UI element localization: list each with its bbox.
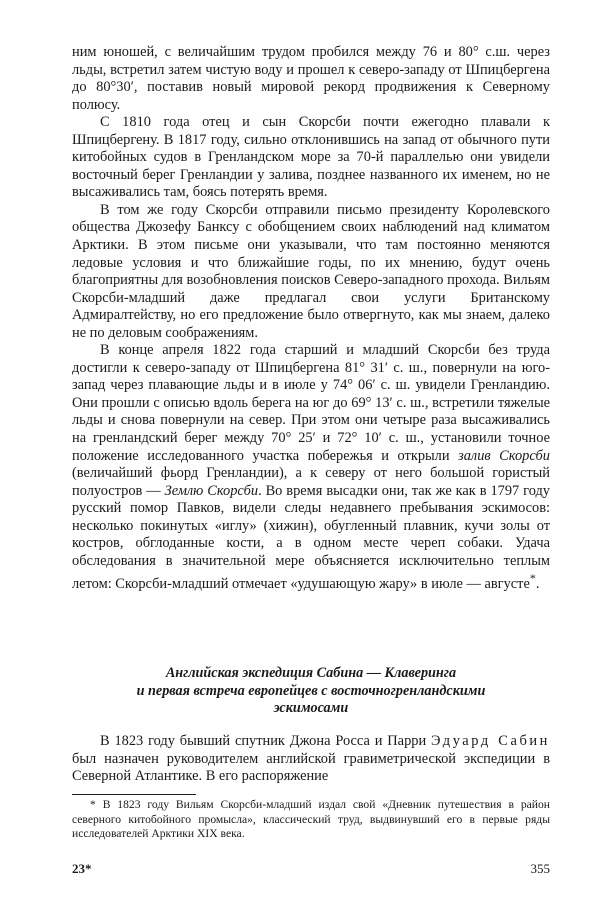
paragraph-5: [72, 733, 550, 786]
section-heading: [72, 665, 550, 718]
paragraph-4: [72, 342, 550, 593]
paragraph-2: С 1810 года отец и сын Скорсби почти ежегодно плавали к Шпицбергену. В 1817 году, сильно отклонившись на запад от обычного пути китобойных судов в Гренландском море за 70-й параллелью они увидели восточный берег Гренландии у залива, позднее названного их именем, но не высаживались там, боясь потерять время.: [72, 114, 550, 201]
scoresby-sound-term: залив Скорсби: [458, 447, 550, 464]
page-number: 355: [530, 861, 550, 876]
signature-mark: 23*: [72, 861, 92, 876]
paragraph-5-part-a: В 1823 году бывший спутник Джона Росса и Парри: [100, 733, 432, 749]
paragraph-4-part-b: (величайший фьорд Гренландии), а к северу от него большой гористый полуостров —: [72, 465, 550, 499]
footnote: [72, 798, 550, 842]
section-text: [72, 733, 550, 786]
paragraph-3: В том же году Скорсби отправили письмо президенту Королевского общества Джозефу Банксу с обобщением своих наблюдений над климатом Арктики. В этом письме они указывали, что там постоянно меняются ледовые условия и что ближайшие годы, по их мнению, будут очень благоприятны для возобновления поисков Северо-западного прохода. Вильям Скорсби-младший даже предлагал свои услуги Британскому Адмиралтейству, но его предложение было отвергнуто, как мы знаем, далеко не по деловым соображениям.: [72, 201, 550, 341]
paragraph-4-part-c: . Во время высадки они, так же как в 1797 году русский помор Павков, видели следы недавнего пребывания эскимосов: несколько покинутых «иглу» (хижин), обугленный плавник, кучи золы от костров, обглоданные кости, а в одном месте череп собаки. Удача обследования в значительной мере объясняется исключительно теплым летом: Скорсби-младший отмечает «удушающую жару» в июле — августе: [72, 482, 550, 593]
paragraph-4-part-a: В конце апреля 1822 года старший и младший Скорсби без труда достигли к северо-западу от Шпицбергена 81° 31′ с. ш., повернули на юго-запад через плавающие льды и в июле у 74° 06′ с. ш. увидели Гренландию. Они прошли с описью вдоль берега на юг до 69° 13′ с. ш., встретили тяжелые льды и снова повернули на север. При этом они четыре раза высаживались на гренландский берег между 70° 25′ и 72° 10′ с. ш., установили точное положение исследованного участка побережья и открыли: [72, 342, 550, 464]
paragraph-5-part-b: был назначен руководителем английской гравиметрической экспедиции в Северной Атлантике. В его распоряжение: [72, 750, 550, 785]
sabine-name-spaced: Эдуард Сабин: [431, 733, 550, 749]
main-text: [72, 44, 550, 594]
heading-line-2: и первая встреча европейцев с восточногренландскими: [136, 682, 486, 699]
paragraph-4-end: .: [535, 576, 540, 593]
heading-line-3: эскимосами: [273, 700, 349, 716]
footnote-mark: *: [529, 571, 536, 586]
footnote-text: * В 1823 году Вильям Скорсби-младший издал свой «Дневник путешествия в район северного китобойного промысла», классический труд, выдвинувший его в первые ряды исследователей Арктики XIX века.: [72, 798, 550, 841]
scoresby-land-term: Землю Скорсби: [164, 482, 259, 499]
paragraph-1: ним юношей, с величайшим трудом пробился между 76 и 80° с.ш. через льды, встретил затем чистую воду и прошел к северо-западу от Шпицбергена до 80°30′, поставив новый мировой рекорд продвижения к Северному полюсу.: [72, 44, 550, 113]
heading-line-1: Английская экспедиция Сабина — Клаверинга: [165, 665, 457, 681]
footnote-rule: [72, 794, 196, 795]
